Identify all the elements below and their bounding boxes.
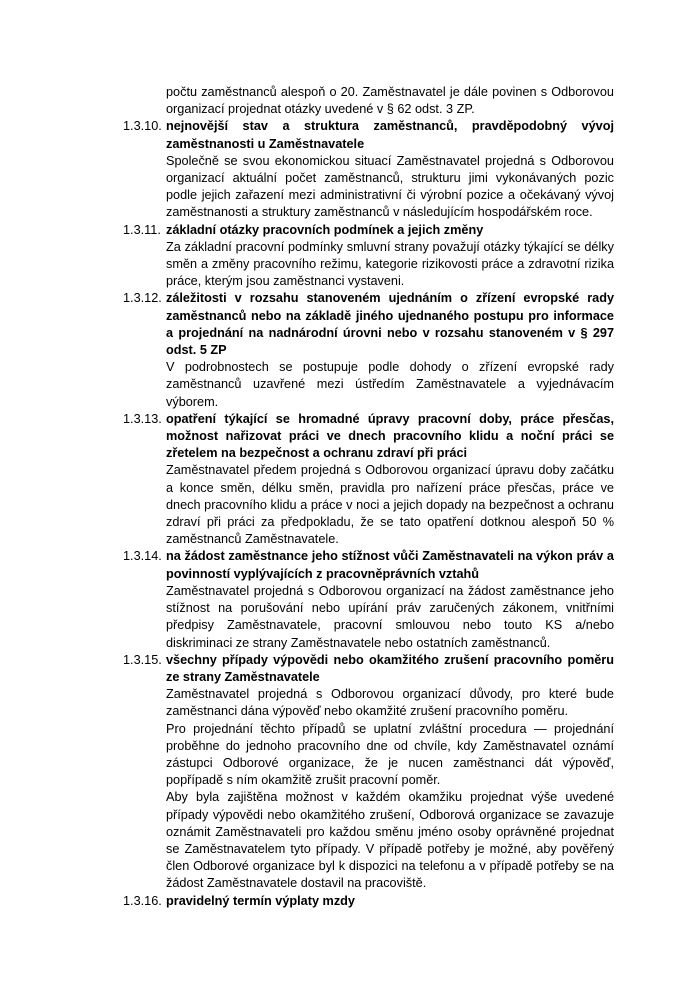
section-number: 1.3.10.	[123, 119, 162, 134]
section-item	[123, 548, 614, 651]
section-heading: nejnovější stav a struktura zaměstnanců, pravděpodobný vývoj zaměstnanosti u Zaměstnavatele	[166, 119, 614, 151]
section-number: 1.3.11.	[123, 222, 161, 237]
section-heading: záležitosti v rozsahu stanoveném ujednáním o zřízení evropské rady zaměstnanců nebo na základě jiného ujednaného postupu pro informace a projednání na nadnárodní úrovni nebo v rozsahu stanoveném v § 297 odst. 5 ZP	[166, 291, 614, 358]
section-item	[123, 652, 614, 893]
section-heading: všechny případy výpovědi nebo okamžitého zrušení pracovního poměru ze strany Zaměstnavatele	[166, 652, 614, 684]
section-number: 1.3.13.	[123, 411, 162, 426]
section-number: 1.3.14.	[123, 549, 162, 564]
section-paragraph: Za základní pracovní podmínky smluvní strany považují otázky týkající se délky směn a změny pracovního režimu, kategorie rizikovosti práce a zdravotní rizika práce, kterým jsou zaměstnanci vystaveni.	[166, 239, 614, 289]
section-heading: opatření týkající se hromadné úpravy pracovní doby, práce přesčas, možnost nařizovat práci ve dnech pracovního klidu a noční práci se zřetelem na bezpečnost a ochranu zdraví při práci	[166, 411, 614, 461]
section-item	[123, 118, 614, 221]
section-item	[123, 222, 614, 291]
section-number: 1.3.12.	[123, 291, 162, 306]
section-heading: na žádost zaměstnance jeho stížnost vůči Zaměstnavateli na výkon práv a povinností vyplývajících z pracovněprávních vztahů	[166, 549, 614, 581]
section-paragraph: Pro projednání těchto případů se uplatní zvláštní procedura — projednání proběhne do jednoho pracovního dne od chvíle, kdy Zaměstnavatel oznámí zástupci Odborové organizace, že je nucen zaměstnanci dát výpověď, popřípadě s ním okamžitě zrušit pracovní poměr.	[166, 721, 614, 788]
section-body	[166, 548, 614, 651]
section-item	[123, 290, 614, 410]
section-body	[166, 411, 614, 549]
section-paragraph: Zaměstnavatel projedná s Odborovou organizací na žádost zaměstnance jeho stížnost na porušování nebo upírání práv zaručených zákonem, vnitřními předpisy Zaměstnavatele, pracovní smlouvou nebo touto KS a/nebo diskriminaci ze strany Zaměstnavatele nebo ostatních zaměstnanců.	[166, 583, 614, 650]
section-paragraph: Zaměstnavatel projedná s Odborovou organizací důvody, pro které bude zaměstnanci dána výpověď nebo okamžité zrušení pracovního poměru.	[166, 687, 614, 719]
section-body	[166, 652, 614, 893]
section-body	[166, 893, 614, 910]
section-body	[166, 118, 614, 221]
section-heading: pravidelný termín výplaty mzdy	[166, 893, 355, 908]
section-paragraph: Společně se svou ekonomickou situací Zaměstnavatel projedná s Odborovou organizací aktuální počet zaměstnanců, strukturu jimi vykonávaných pozic podle jejich zařazení mezi administrativní či výrobní pozice a očekávaný vývoj zaměstnanosti a struktury zaměstnanců v následujícím hospodářském roce.	[166, 153, 614, 220]
section-paragraph: V podrobnostech se postupuje podle dohody o zřízení evropské rady zaměstnanců uzavřené mezi ústředím Zaměstnavatele a vyjednávacím výborem.	[166, 360, 614, 409]
section-number: 1.3.15.	[123, 652, 162, 667]
section-paragraph: Zaměstnavatel předem projedná s Odborovou organizací úpravu doby začátku a konce směn, délku směn, pravidla pro nařízení práce přesčas, práce ve dnech pracovního klidu a práce v noci a jejich dopady na bezpečnost a ochranu zdraví při práci za předpokladu, že se tato opatření dotknou alespoň 50 % zaměstnanců Zaměstnavatele.	[166, 463, 614, 547]
section-list	[123, 118, 614, 909]
intro-paragraph: počtu zaměstnanců alespoň o 20. Zaměstnavatel je dále povinen s Odborovou organizací projednat otázky uvedené v § 62 odst. 3 ZP.	[166, 85, 614, 117]
section-body	[166, 290, 614, 410]
section-item	[123, 411, 614, 549]
section-paragraph: Aby byla zajištěna možnost v každém okamžiku projednat výše uvedené případy výpovědi nebo okamžitého zrušení, Odborová organizace se zavazuje oznámit Zaměstnavateli pro každou směnu jméno osoby oprávněné projednat se Zaměstnavatelem tyto případy. V případě potřeby je možné, aby pověřený člen Odborové organizace byl k dispozici na telefonu a v případě potřeby se na žádost Zaměstnavatele dostavil na pracoviště.	[166, 790, 614, 891]
section-heading: základní otázky pracovních podmínek a jejich změny	[166, 222, 484, 237]
section-number: 1.3.16.	[123, 893, 162, 908]
section-body	[166, 222, 614, 291]
section-item	[123, 893, 614, 910]
